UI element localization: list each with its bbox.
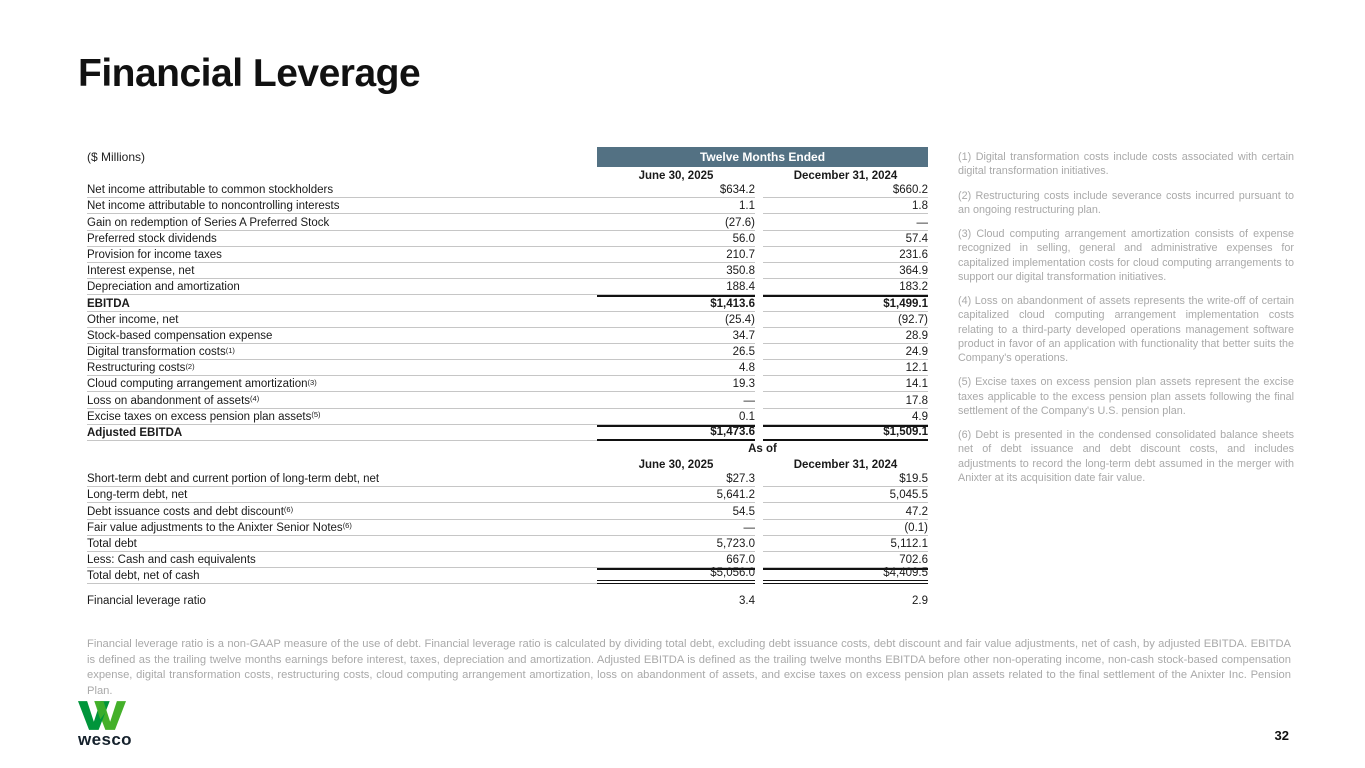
column-gap [755, 182, 763, 198]
table-row [87, 552, 928, 568]
column-gap [755, 536, 763, 552]
column-gap [755, 392, 763, 408]
value-col2: 2.9 [912, 594, 928, 607]
table-row [87, 247, 928, 263]
value-col1: 350.8 [597, 263, 755, 279]
footnote-6: (6) Debt is presented in the condensed consolidated balance sheets net of debt issuance and debt discount costs, and includes adjustments to record the long-term debt assumed in the merger with Anixter at its acquisition date fair value. [958, 429, 1294, 484]
value-col1: 210.7 [597, 247, 755, 263]
section1-rows [87, 182, 928, 441]
value-col2: 57.4 [763, 231, 928, 247]
footnote-2: (2) Restructuring costs include severance costs incurred pursuant to an ongoing restructuring plan. [958, 189, 1294, 216]
value-col1: 56.0 [597, 231, 755, 247]
row-label: Provision for income taxes [87, 247, 597, 263]
value-col1: $1,413.6 [597, 295, 755, 311]
table-row [87, 360, 928, 376]
value-col2: 47.2 [763, 503, 928, 519]
column-gap [755, 568, 763, 584]
units-label: ($ Millions) [87, 150, 146, 164]
value-col1: 667.0 [597, 552, 755, 568]
column-gap [755, 295, 763, 311]
footnote-ref: (6) [342, 521, 352, 531]
value-col2: 14.1 [763, 376, 928, 392]
column-gap [755, 344, 763, 360]
column-gap [755, 591, 763, 607]
row-label: Net income attributable to noncontrolling interests [87, 198, 597, 214]
section2-header-row [87, 441, 928, 456]
row-label: Less: Cash and cash equivalents [87, 552, 597, 568]
value-col1: 0.1 [597, 409, 755, 425]
row-label: Other income, net [87, 312, 597, 328]
value-col1: $27.3 [597, 471, 755, 487]
value-col2: 5,045.5 [763, 487, 928, 503]
value-col2: $1,509.1 [763, 425, 928, 441]
column-gap [755, 279, 763, 295]
value-col1: 19.3 [597, 376, 755, 392]
row-label: Excise taxes on excess pension plan assets (5) [87, 409, 597, 425]
column-gap [755, 328, 763, 344]
table-row [87, 425, 928, 441]
column-gap [755, 520, 763, 536]
footnote-5: (5) Excise taxes on excess pension plan assets represent the excise taxes applicable to the excess pension plan assets following the final settlement of the Company's U.S. pension plan. [958, 376, 1294, 417]
row-label: Interest expense, net [87, 263, 597, 279]
value-col2: 231.6 [763, 247, 928, 263]
footnote-ref: (4) [250, 394, 260, 404]
value-col2: 702.6 [763, 552, 928, 568]
column-gap [755, 312, 763, 328]
column-gap [755, 360, 763, 376]
value-col1: (27.6) [597, 214, 755, 230]
value-col2: $4,409.5 [763, 568, 928, 584]
section1-column-headers [87, 167, 928, 182]
page-title: Financial Leverage [78, 52, 421, 95]
value-col2: 1.8 [763, 198, 928, 214]
section2-column-headers [87, 456, 928, 471]
footnote-1: (1) Digital transformation costs include costs associated with certain digital transformation initiatives. [958, 151, 1294, 178]
value-col1: 54.5 [597, 503, 755, 519]
footnote-ref: (5) [311, 410, 321, 420]
table-row [87, 591, 928, 607]
table-row [87, 392, 928, 408]
row-label: Total debt, net of cash [87, 568, 597, 584]
row-label: Cloud computing arrangement amortization (3) [87, 376, 597, 392]
row-label: Total debt [87, 536, 597, 552]
row-label: Fair value adjustments to the Anixter Senior Notes (6) [87, 520, 597, 536]
value-col2: 17.8 [763, 392, 928, 408]
table-row [87, 182, 928, 198]
table-row [87, 263, 928, 279]
value-col2: 24.9 [763, 344, 928, 360]
table-row [87, 376, 928, 392]
value-col1: 26.5 [597, 344, 755, 360]
footnote-ref: (6) [283, 505, 294, 515]
footnote-ref: (3) [307, 377, 317, 387]
value-col1: 34.7 [597, 328, 755, 344]
footnotes-panel [958, 150, 1294, 495]
table-row [87, 471, 928, 487]
footnote-3: (3) Cloud computing arrangement amortization consists of expense recognized in selling, general and administrative expenses for capitalized implementation costs for cloud computing arrangements to support our digital transformation initiatives. [958, 228, 1294, 283]
table-row [87, 328, 928, 344]
value-col2: (0.1) [763, 520, 928, 536]
row-label: Preferred stock dividends [87, 231, 597, 247]
column-gap [755, 503, 763, 519]
value-col1: $1,473.6 [597, 425, 755, 441]
row-label: Financial leverage ratio [87, 594, 206, 607]
row-label: Long-term debt, net [87, 487, 597, 503]
table-row [87, 503, 928, 519]
table-row [87, 536, 928, 552]
brand-wordmark: wesco [78, 730, 132, 749]
value-col2: 364.9 [763, 263, 928, 279]
non-gaap-disclaimer: Financial leverage ratio is a non-GAAP measure of the use of debt. Financial leverage ratio is calculated by dividing total debt, excluding debt issuance costs, debt discount and fair value adjustments, net of cash, by adjusted EBITDA. EBITDA is defined as the trailing twelve months earnings before interest, taxes, depreciation and amortization. Adjusted EBITDA is defined as the trailing twelve months EBITDA before other non-operating income, non-cash stock-based compensation expense, digital transformation costs, restructuring costs, cloud computing arrangement amortization, loss on abandonment of assets, and excise taxes on excess pension plan assets related to the final settlement of the Anixter Inc. Pension Plan. [87, 638, 1291, 698]
table-row [87, 568, 928, 584]
column-header-december-2024: December 31, 2024 [793, 459, 898, 471]
table-row [87, 487, 928, 503]
value-col2: — [763, 214, 928, 230]
row-label: Loss on abandonment of assets (4) [87, 392, 597, 408]
value-col2: $1,499.1 [763, 295, 928, 311]
table-row [87, 344, 928, 360]
column-gap [755, 552, 763, 568]
row-spacer [87, 584, 928, 591]
table-row [87, 214, 928, 230]
table-row [87, 279, 928, 295]
value-col2: 5,112.1 [763, 536, 928, 552]
table-row [87, 409, 928, 425]
value-col2: $19.5 [763, 471, 928, 487]
value-col1: — [597, 520, 755, 536]
page-number: 32 [1274, 728, 1289, 743]
value-col1: $634.2 [597, 182, 755, 198]
table-row [87, 231, 928, 247]
value-col2: 28.9 [763, 328, 928, 344]
row-label: EBITDA [87, 295, 597, 311]
table-row [87, 520, 928, 536]
footnote-ref: (1) [225, 345, 235, 355]
row-label: Digital transformation costs (1) [87, 344, 597, 360]
footnote-4: (4) Loss on abandonment of assets represents the write-off of certain capitalized cloud computing arrangement implementation costs relating to a third-party developed operations management software product in favor of an application with functionality that better suits the Company's operations. [958, 295, 1294, 364]
wesco-logo [78, 701, 148, 748]
row-label: Short-term debt and current portion of long-term debt, net [87, 471, 597, 487]
value-col1: 5,641.2 [597, 487, 755, 503]
row-label: Debt issuance costs and debt discount (6) [87, 503, 597, 519]
section2-header: As of [748, 443, 777, 455]
row-label: Adjusted EBITDA [87, 425, 597, 441]
row-label: Stock-based compensation expense [87, 328, 597, 344]
column-gap [755, 198, 763, 214]
column-gap [755, 214, 763, 230]
column-header-june-2025: June 30, 2025 [638, 170, 714, 182]
table-row [87, 312, 928, 328]
value-col2: $660.2 [763, 182, 928, 198]
row-label: Depreciation and amortization [87, 279, 597, 295]
financial-table [87, 147, 928, 608]
value-col1: 3.4 [739, 594, 755, 607]
column-gap [755, 409, 763, 425]
section2-rows [87, 471, 928, 608]
column-gap [755, 263, 763, 279]
table-row [87, 198, 928, 214]
value-col1: $5,056.0 [597, 568, 755, 584]
column-gap [755, 376, 763, 392]
footnote-ref: (2) [185, 361, 195, 371]
table-row [87, 295, 928, 311]
value-col1: (25.4) [597, 312, 755, 328]
column-gap [755, 487, 763, 503]
value-col2: 183.2 [763, 279, 928, 295]
column-header-december-2024: December 31, 2024 [793, 170, 898, 182]
column-gap [755, 471, 763, 487]
column-header-june-2025: June 30, 2025 [638, 459, 714, 471]
value-col2: (92.7) [763, 312, 928, 328]
column-gap [755, 425, 763, 441]
column-gap [755, 231, 763, 247]
row-label: Net income attributable to common stockholders [87, 182, 597, 198]
value-col1: 5,723.0 [597, 536, 755, 552]
value-col1: 1.1 [597, 198, 755, 214]
row-label: Gain on redemption of Series A Preferred Stock [87, 214, 597, 230]
column-gap [755, 247, 763, 263]
value-col1: 4.8 [597, 360, 755, 376]
value-col1: 188.4 [597, 279, 755, 295]
wesco-w-icon [78, 701, 148, 730]
value-col1: — [597, 392, 755, 408]
value-col2: 12.1 [763, 360, 928, 376]
section1-header-bar: Twelve Months Ended [597, 147, 928, 167]
value-col2: 4.9 [763, 409, 928, 425]
row-label: Restructuring costs (2) [87, 360, 597, 376]
